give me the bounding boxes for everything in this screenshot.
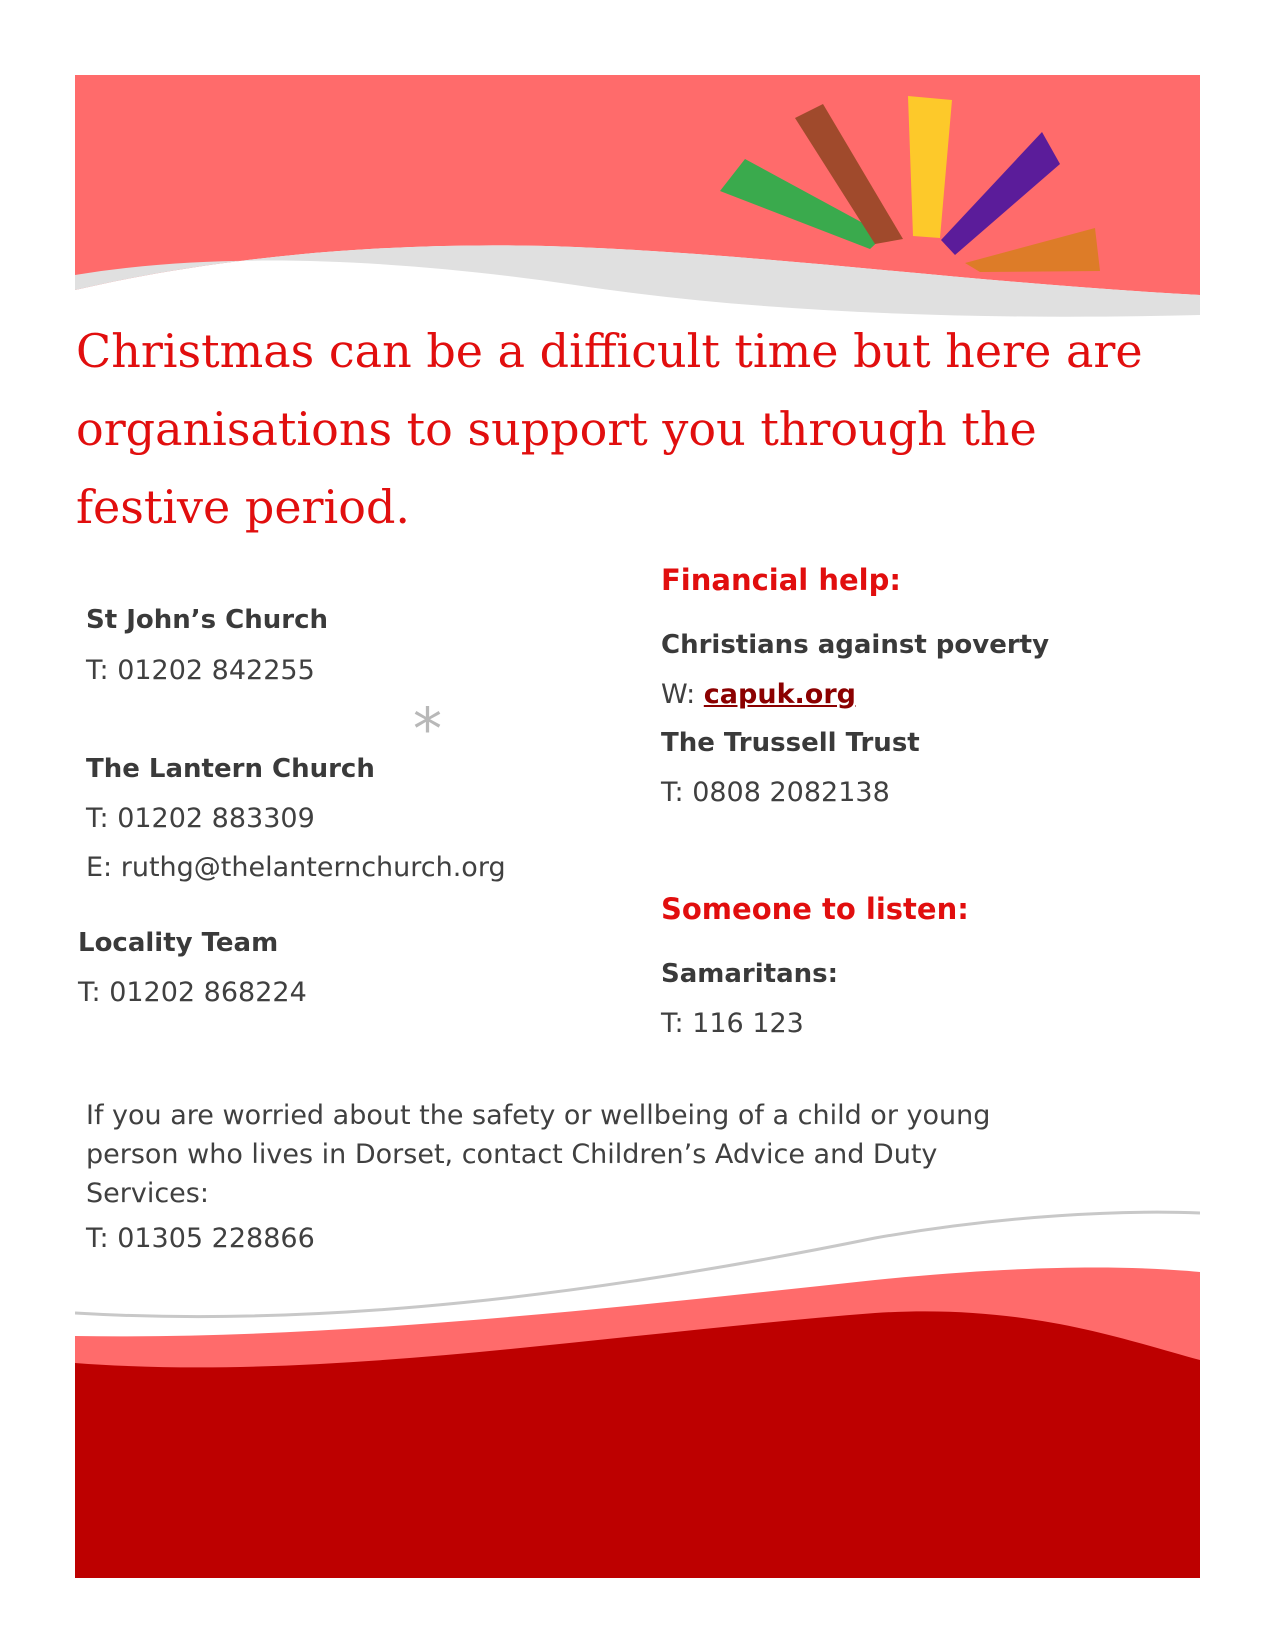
safeguarding-notice: If you are worried about the safety or wellbeing of a child or young person who lives in Dorset, contact Children’s Advice and Duty Services: — [86, 1100, 991, 1209]
top-banner — [75, 75, 1200, 345]
lantern-church-email: E: ruthg@thelanternchurch.org — [86, 852, 506, 883]
safeguarding-phone: T: 01305 228866 — [86, 1223, 315, 1254]
asterisk-icon: * — [413, 695, 442, 763]
page-headline: Christmas can be a difficult time but here are organisations to support you through the festive period. — [76, 324, 1143, 534]
cap-website-line — [661, 678, 856, 712]
financial-help-heading: Financial help: — [661, 563, 901, 597]
samaritans-name: Samaritans: — [661, 959, 838, 989]
lantern-church-name: The Lantern Church — [86, 754, 375, 784]
cap-name: Christians against poverty — [661, 630, 1050, 660]
st-johns-church-name: St John’s Church — [86, 605, 329, 635]
cap-website-link[interactable]: capuk.org — [703, 679, 856, 710]
lantern-church-phone: T: 01202 883309 — [86, 803, 315, 834]
locality-team-name: Locality Team — [78, 928, 279, 958]
footer-wave-art — [75, 1210, 1200, 1578]
cap-website-prefix: W: — [661, 679, 704, 710]
st-johns-church-phone: T: 01202 842255 — [86, 655, 315, 686]
locality-team-phone: T: 01202 868224 — [78, 977, 307, 1008]
someone-to-listen-heading: Someone to listen: — [661, 892, 969, 926]
trussell-trust-phone: T: 0808 2082138 — [661, 777, 890, 808]
trussell-trust-name: The Trussell Trust — [661, 728, 920, 758]
samaritans-phone: T: 116 123 — [661, 1008, 804, 1039]
